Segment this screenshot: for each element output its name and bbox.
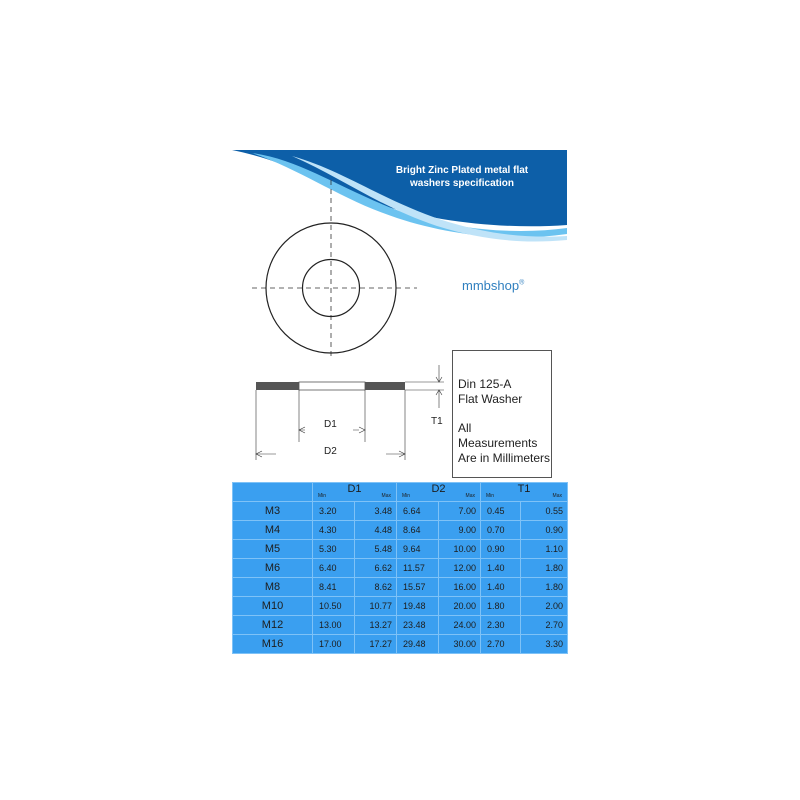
d2-min-cell: 11.57 xyxy=(397,559,439,578)
t1-max-cell: 2.00 xyxy=(521,597,568,616)
d2-min-cell: 19.48 xyxy=(397,597,439,616)
brand-name: mmbshop xyxy=(462,278,520,293)
d1-min-cell: 4.30 xyxy=(313,521,355,540)
table-row xyxy=(233,521,568,540)
size-cell: M16 xyxy=(233,635,313,654)
t1-max-cell: 2.70 xyxy=(521,616,568,635)
table-row xyxy=(233,635,568,654)
d1-min-cell: 6.40 xyxy=(313,559,355,578)
t1-min-cell: 2.70 xyxy=(481,635,521,654)
d2-min-cell: 23.48 xyxy=(397,616,439,635)
d2-max-cell: 20.00 xyxy=(439,597,481,616)
table-row xyxy=(233,597,568,616)
units-note-line-2: Are in Millimeters xyxy=(458,451,551,465)
d2-max-cell: 9.00 xyxy=(439,521,481,540)
size-cell: M12 xyxy=(233,616,313,635)
t1-header: Min T1 Max xyxy=(481,483,568,502)
t1-max-cell: 0.55 xyxy=(521,502,568,521)
size-cell: M4 xyxy=(233,521,313,540)
t1-max-cell: 3.30 xyxy=(521,635,568,654)
d1-header: Min D1 Max xyxy=(313,483,397,502)
size-cell: M8 xyxy=(233,578,313,597)
d2-min-cell: 8.64 xyxy=(397,521,439,540)
table-row xyxy=(233,502,568,521)
size-cell: M3 xyxy=(233,502,313,521)
info-box xyxy=(452,350,552,478)
d2-max-cell: 12.00 xyxy=(439,559,481,578)
registered-mark: ® xyxy=(519,279,525,287)
t1-max-cell: 0.90 xyxy=(521,521,568,540)
d1-max-cell: 3.48 xyxy=(355,502,397,521)
d2-max-cell: 10.00 xyxy=(439,540,481,559)
d1-max-cell: 4.48 xyxy=(355,521,397,540)
t1-min-cell: 1.80 xyxy=(481,597,521,616)
d2-min-cell: 29.48 xyxy=(397,635,439,654)
banner-title-line-2: washers specification xyxy=(410,178,514,189)
part-type-label: Flat Washer xyxy=(458,392,523,406)
size-cell: M10 xyxy=(233,597,313,616)
table-row xyxy=(233,578,568,597)
size-header xyxy=(233,483,313,502)
t1-min-cell: 2.30 xyxy=(481,616,521,635)
banner-title-line-1: Bright Zinc Plated metal flat xyxy=(395,165,529,176)
table-header-row xyxy=(233,483,568,502)
d2-max-cell: 16.00 xyxy=(439,578,481,597)
standard-label: Din 125-A xyxy=(458,377,512,391)
t1-min-cell: 0.45 xyxy=(481,502,521,521)
spec-table xyxy=(232,482,568,654)
t1-min-cell: 1.40 xyxy=(481,578,521,597)
d1-max-cell: 8.62 xyxy=(355,578,397,597)
t1-max-cell: 1.80 xyxy=(521,559,568,578)
table-row xyxy=(233,616,568,635)
d2-header: Min D2 Max xyxy=(397,483,481,502)
t1-min-cell: 0.70 xyxy=(481,521,521,540)
d1-max-cell: 13.27 xyxy=(355,616,397,635)
d2-dimension-label: D2 xyxy=(324,446,337,457)
d1-max-cell: 6.62 xyxy=(355,559,397,578)
d1-min-cell: 8.41 xyxy=(313,578,355,597)
d1-min-cell: 10.50 xyxy=(313,597,355,616)
t1-min-cell: 0.90 xyxy=(481,540,521,559)
d1-max-cell: 5.48 xyxy=(355,540,397,559)
table-row xyxy=(233,540,568,559)
washer-side-view xyxy=(256,365,444,460)
size-cell: M5 xyxy=(233,540,313,559)
d1-min-cell: 5.30 xyxy=(313,540,355,559)
d2-max-cell: 24.00 xyxy=(439,616,481,635)
d1-min-cell: 17.00 xyxy=(313,635,355,654)
d1-dimension-label: D1 xyxy=(324,419,337,430)
d2-min-cell: 9.64 xyxy=(397,540,439,559)
d2-max-cell: 7.00 xyxy=(439,502,481,521)
units-note-line-1: All Measurements xyxy=(458,421,538,450)
d2-min-cell: 15.57 xyxy=(397,578,439,597)
spec-sheet xyxy=(232,150,567,650)
d2-min-cell: 6.64 xyxy=(397,502,439,521)
d1-max-cell: 17.27 xyxy=(355,635,397,654)
spec-table-body xyxy=(233,502,568,654)
washer-top-view xyxy=(252,180,417,360)
d1-max-cell: 10.77 xyxy=(355,597,397,616)
d1-min-cell: 3.20 xyxy=(313,502,355,521)
table-row xyxy=(233,559,568,578)
t1-max-cell: 1.80 xyxy=(521,578,568,597)
size-cell: M6 xyxy=(233,559,313,578)
t1-min-cell: 1.40 xyxy=(481,559,521,578)
d2-max-cell: 30.00 xyxy=(439,635,481,654)
t1-max-cell: 1.10 xyxy=(521,540,568,559)
t1-dimension-label: T1 xyxy=(431,416,443,427)
d1-min-cell: 13.00 xyxy=(313,616,355,635)
